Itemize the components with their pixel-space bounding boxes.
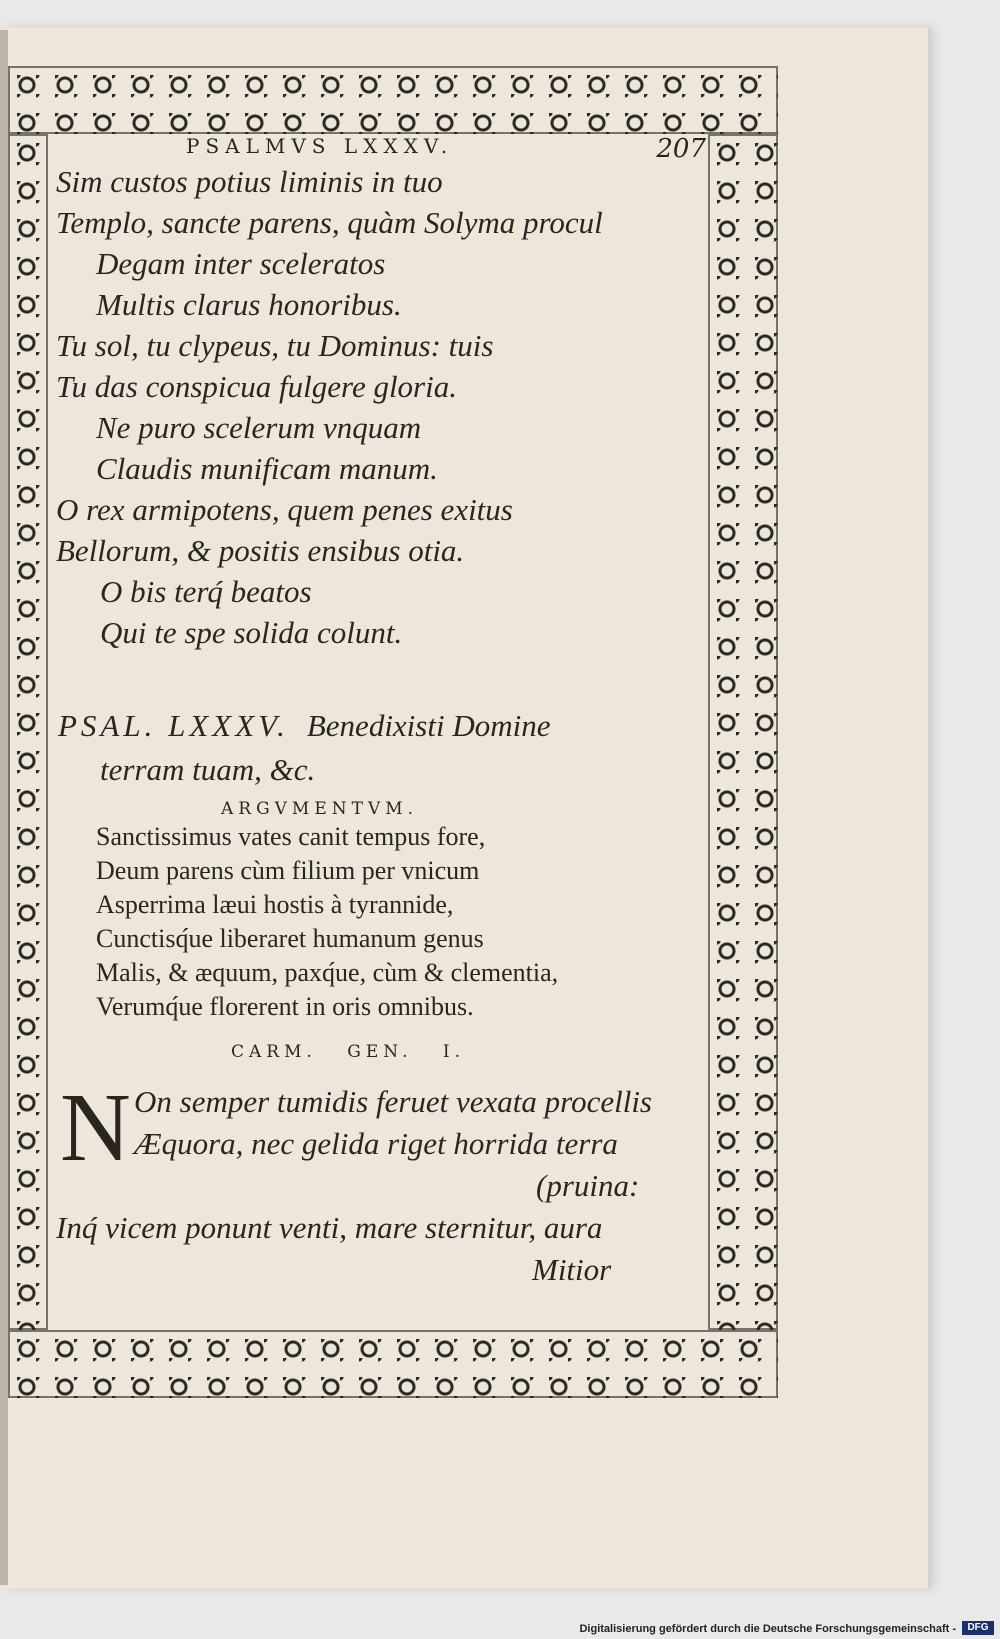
verse-line: Tu das conspicua fulgere gloria. bbox=[56, 369, 457, 404]
page-text-block bbox=[56, 134, 704, 1330]
argument-line: Asperrima læui hostis à tyrannide, bbox=[96, 890, 454, 919]
drop-cap: N bbox=[60, 1074, 131, 1182]
argument-line: Deum parens cùm filium per vnicum bbox=[96, 856, 480, 885]
poem-line: (pruina: bbox=[536, 1168, 640, 1203]
ornamental-border-right bbox=[708, 134, 778, 1330]
poem-line: On semper tumidis feruet vexata procellis bbox=[134, 1084, 652, 1119]
verse-line: Ne puro scelerum vnquam bbox=[96, 410, 422, 445]
verse-line: Sim custos potius liminis in tuo bbox=[56, 164, 443, 199]
page-header bbox=[186, 134, 706, 164]
carmen-heading: CARM. GEN. I. bbox=[231, 1042, 466, 1062]
verse-line: Qui te spe solida colunt. bbox=[100, 615, 403, 650]
poem-line: Æquora, nec gelida riget horrida terra bbox=[134, 1126, 618, 1161]
catchword: Mitior bbox=[532, 1252, 612, 1287]
verse-line: Templo, sancte parens, quàm Solyma procul bbox=[56, 205, 603, 240]
verse-line: Bellorum, & positis ensibus otia. bbox=[56, 533, 465, 568]
argument-line: Cunctisq́ue liberaret humanum genus bbox=[96, 924, 484, 953]
dfg-logo: DFG bbox=[962, 1621, 994, 1635]
viewer-footer bbox=[0, 1615, 1000, 1639]
verse-line: Multis clarus honoribus. bbox=[96, 287, 402, 322]
psalm-number: PSAL. LXXXV. bbox=[58, 708, 289, 743]
poem-line: Inq́ vicem ponunt venti, mare sternitur, aura bbox=[56, 1210, 603, 1245]
argument-line: Verumq́ue florerent in oris omnibus. bbox=[96, 992, 474, 1021]
psalm-title bbox=[58, 708, 551, 744]
page-gutter-edge bbox=[0, 30, 8, 1585]
argument-heading: ARGVMENTVM. bbox=[221, 799, 419, 819]
ornamental-border-bottom bbox=[8, 1330, 778, 1398]
argument-line: Malis, & æquum, paxq́ue, cùm & clementia, bbox=[96, 958, 559, 987]
psalm-incipit-continued: terram tuam, &c. bbox=[100, 752, 316, 787]
verse-line: O bis terq́ beatos bbox=[100, 574, 312, 609]
ornamental-border-left bbox=[8, 134, 48, 1330]
verse-line: Claudis munificam manum. bbox=[96, 451, 438, 486]
argument-line: Sanctissimus vates canit tempus fore, bbox=[96, 822, 486, 851]
page-number: 207 bbox=[656, 134, 706, 164]
ornamental-border-top bbox=[8, 66, 778, 134]
verse-line: Degam inter sceleratos bbox=[96, 246, 386, 281]
digitization-credit: Digitalisierung gefördert durch die Deutsche Forschungsgemeinschaft - bbox=[579, 1623, 956, 1635]
psalm-incipit: Benedixisti Domine bbox=[306, 708, 551, 743]
verse-line: O rex armipotens, quem penes exitus bbox=[56, 492, 513, 527]
running-head: PSALMVS LXXXV. bbox=[186, 134, 454, 158]
verse-line: Tu sol, tu clypeus, tu Dominus: tuis bbox=[56, 328, 494, 363]
